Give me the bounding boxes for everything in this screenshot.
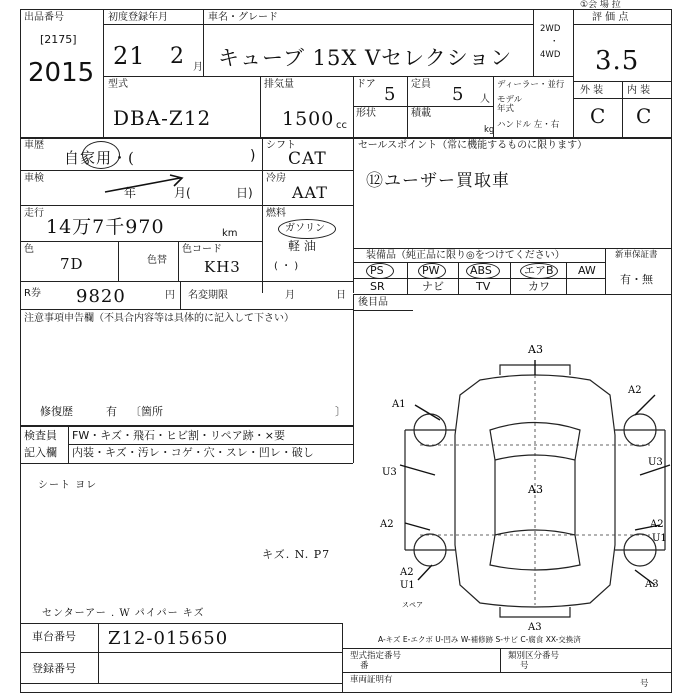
divider [98, 623, 99, 683]
month-suffix: 月 [193, 62, 203, 73]
venue-note: ①会 場 拉 [580, 0, 621, 10]
divider [573, 9, 574, 137]
color-label: 色 [24, 244, 34, 255]
divider [407, 262, 408, 294]
category-label: 車歴 [24, 140, 44, 151]
divider [103, 9, 104, 137]
capacity-value: 5 [452, 84, 465, 105]
scribble-wiper: センターアー . W パイパー キズ [42, 608, 205, 619]
drive-dot: ・ [550, 37, 559, 47]
repair-label: 修復歴 [40, 405, 73, 418]
repair-place: 〔箇所 [130, 405, 163, 418]
equip-pw: PW [422, 264, 440, 277]
drive-4wd: 4WD [540, 50, 561, 60]
equip-airbag: エアB [524, 264, 554, 277]
chassis-label: 車台番号 [32, 630, 76, 643]
color-code-label: 色コード [182, 244, 222, 255]
divider [178, 241, 179, 281]
divider [260, 76, 261, 137]
plate-label: 登録番号 [32, 662, 76, 675]
divider [458, 262, 459, 294]
exterior-value: C [590, 104, 607, 128]
first-reg-year: 21 [113, 42, 146, 70]
warranty-label: 新車保証書 [615, 250, 658, 260]
divider [353, 106, 493, 107]
fuel-light: 軽 油 [288, 239, 316, 253]
category-close: ) [250, 148, 256, 164]
equip-tv: TV [476, 280, 491, 293]
mark-right-rear: A3 [645, 579, 659, 590]
equip-abs: ABS [470, 264, 492, 277]
divider [353, 294, 354, 463]
divider [20, 309, 353, 310]
divider [353, 248, 672, 249]
selling-note: ⑫ユーザー買取車 [366, 171, 510, 191]
capacity-label: 定員 [411, 79, 431, 90]
type-value: DBA-Z12 [113, 106, 212, 130]
divider [103, 24, 533, 25]
circle-mark [82, 141, 120, 169]
bottom-mark-1: 番 [360, 661, 369, 671]
fuel-gasoline: ガソリン [285, 223, 325, 234]
inspection-year: 年 [124, 186, 137, 200]
diagram-marks [379, 343, 667, 633]
equip-sr: SR [370, 280, 385, 293]
mark-rear-left: A2 [380, 519, 394, 530]
bottom-mark-2: 号 [520, 661, 529, 671]
divider [20, 241, 262, 242]
divider [533, 9, 534, 76]
seat-label: 後目品 [358, 297, 388, 308]
divider [20, 463, 353, 464]
score-label: 評 価 点 [592, 12, 629, 23]
scribble-seat: シート ヨレ [38, 480, 98, 491]
notes-title: 注意事項申告欄（不具合内容等は具体的に記入して下さい） [24, 313, 294, 324]
scribble-damage: キズ. N. P7 [262, 548, 331, 561]
name-change-month: 月 [285, 290, 295, 301]
inspection-month: 月( [174, 186, 191, 200]
recycle-value: 9820 [76, 286, 126, 307]
car-damage-diagram [360, 335, 680, 635]
kg-unit: kg [484, 125, 495, 135]
name-change-label: 名変期限 [188, 290, 228, 301]
divider [103, 76, 573, 77]
year-label: 年式 [497, 104, 515, 114]
circle-mark [366, 263, 394, 279]
category-value: 自家用・( [64, 149, 135, 167]
divider [20, 281, 353, 282]
first-reg-label: 初度登録年月 [108, 12, 168, 23]
mark-front-right: A2 [628, 385, 642, 396]
divider [605, 248, 606, 294]
lot-bracket: [2175] [40, 33, 77, 46]
inspector-row-1: FW・キズ・飛石・ヒビ割・リペア跡・×要 [72, 429, 285, 442]
divider [493, 76, 494, 137]
displacement-label: 排気量 [264, 79, 294, 90]
divider [20, 683, 342, 684]
divider [262, 137, 263, 293]
mark-front: A3 [528, 343, 543, 356]
model-grade-value: キューブ 15X Vセレクション [218, 46, 513, 70]
lot-label: 出品番号 [24, 12, 64, 23]
mark-rear-right-u: U1 [652, 533, 667, 544]
mark-rear-corner: A2 [400, 567, 414, 578]
form-label: 型式指定番号 [350, 651, 402, 661]
divider [203, 9, 204, 76]
exterior-label: 外 装 [580, 85, 604, 96]
divider [573, 98, 672, 99]
equip-ps: PS [370, 264, 384, 277]
score-value: 3.5 [595, 46, 640, 76]
warranty-value: 有・無 [620, 273, 653, 286]
type-label: 型式 [108, 79, 128, 90]
divider [622, 81, 623, 137]
chassis-value: Z12-015650 [108, 628, 229, 649]
divider [500, 648, 501, 672]
divider [342, 623, 343, 693]
fuel-paren: ( ・ ) [274, 261, 299, 272]
shape-label: 形状 [356, 108, 376, 119]
equip-aw: AW [578, 264, 596, 277]
divider [566, 262, 567, 294]
model-label: モデル [497, 95, 523, 105]
divider [407, 106, 408, 137]
reg-mark: 号 [640, 679, 649, 689]
divider [180, 281, 181, 309]
selling-title: セールスポイント（常に機能するものに限ります） [358, 140, 588, 151]
mark-rear-right: A2 [650, 519, 664, 530]
circle-mark [418, 263, 446, 279]
inspection-label: 車検 [24, 173, 44, 184]
mark-roof: A3 [528, 483, 543, 496]
load-label: 積載 [411, 108, 431, 119]
dealer-label: ディーラー・並行 [497, 80, 565, 90]
divider [353, 310, 413, 311]
divider [20, 425, 353, 427]
door-label: ドア [356, 79, 376, 90]
color-value: 7D [60, 255, 84, 273]
km-unit: km [222, 228, 238, 239]
color-change-label: 色替 [147, 255, 167, 266]
name-change-day: 日 [336, 290, 346, 301]
divider [573, 24, 672, 25]
color-code-value: KH3 [204, 258, 241, 276]
handle-label: ハンドル 左・右 [497, 120, 560, 130]
equip-navi: ナビ [422, 280, 444, 293]
inspector-label-2: 記入欄 [24, 446, 57, 459]
divider [20, 652, 342, 653]
ac-value: AAT [292, 183, 328, 202]
repair-close: 〕 [335, 405, 346, 418]
divider [20, 623, 342, 624]
divider [342, 672, 672, 673]
divider [20, 137, 672, 139]
mileage-value: 14万7千970 [46, 216, 165, 238]
category-label: 類別区分番号 [508, 651, 560, 661]
lot-number: 2015 [28, 58, 95, 88]
divider [118, 241, 119, 281]
divider [342, 648, 672, 649]
equip-leather: カワ [528, 280, 550, 293]
inspector-label-1: 検査員 [24, 429, 57, 442]
circle-mark [466, 263, 500, 279]
ac-label: 冷房 [266, 173, 286, 184]
person-unit: 人 [480, 94, 490, 105]
divider [353, 294, 672, 295]
shift-label: シフト [266, 140, 296, 151]
circle-mark [278, 219, 336, 239]
divider [68, 444, 353, 445]
diagram-legend: A-キズ E-エクボ U-凹み W-補修跡 S-サビ C-腐食 XX-交換済 [378, 635, 581, 644]
fuel-label: 燃料 [266, 208, 286, 219]
interior-value: C [636, 104, 653, 128]
mark-front-left: A1 [392, 399, 406, 410]
divider [20, 205, 353, 206]
yen-unit: 円 [165, 290, 175, 301]
circle-mark [520, 263, 558, 279]
recycle-label: R券 [24, 288, 41, 299]
displacement-value: 1500 [282, 108, 335, 130]
mileage-label: 走行 [24, 208, 44, 219]
divider [353, 137, 354, 293]
mark-left-door: U3 [382, 467, 397, 478]
spare-tire-note: スペア [402, 601, 423, 609]
shift-value: CAT [288, 149, 327, 169]
mark-rear-corner-u: U1 [400, 580, 415, 591]
divider [510, 262, 511, 294]
divider [407, 76, 408, 106]
reg-label: 車両証明有 [350, 675, 393, 685]
equipment-title: 装備品（純正品に限り◎をつけてください） [366, 250, 565, 261]
interior-label: 内 装 [627, 85, 651, 96]
mark-rear: A3 [528, 622, 542, 633]
mark-right-door: U3 [648, 457, 663, 468]
drive-2wd: 2WD [540, 24, 561, 34]
repair-yes: 有 [106, 405, 117, 418]
inspection-scribble [100, 170, 190, 200]
inspector-row-2: 内装・キズ・汚レ・コゲ・穴・スレ・凹レ・破し [72, 446, 314, 459]
cc-unit: cc [336, 120, 347, 131]
model-grade-label: 車名・グレード [208, 12, 278, 23]
door-value: 5 [384, 84, 397, 105]
first-reg-month: 2 [170, 44, 185, 69]
inspection-day: 日) [236, 186, 253, 200]
